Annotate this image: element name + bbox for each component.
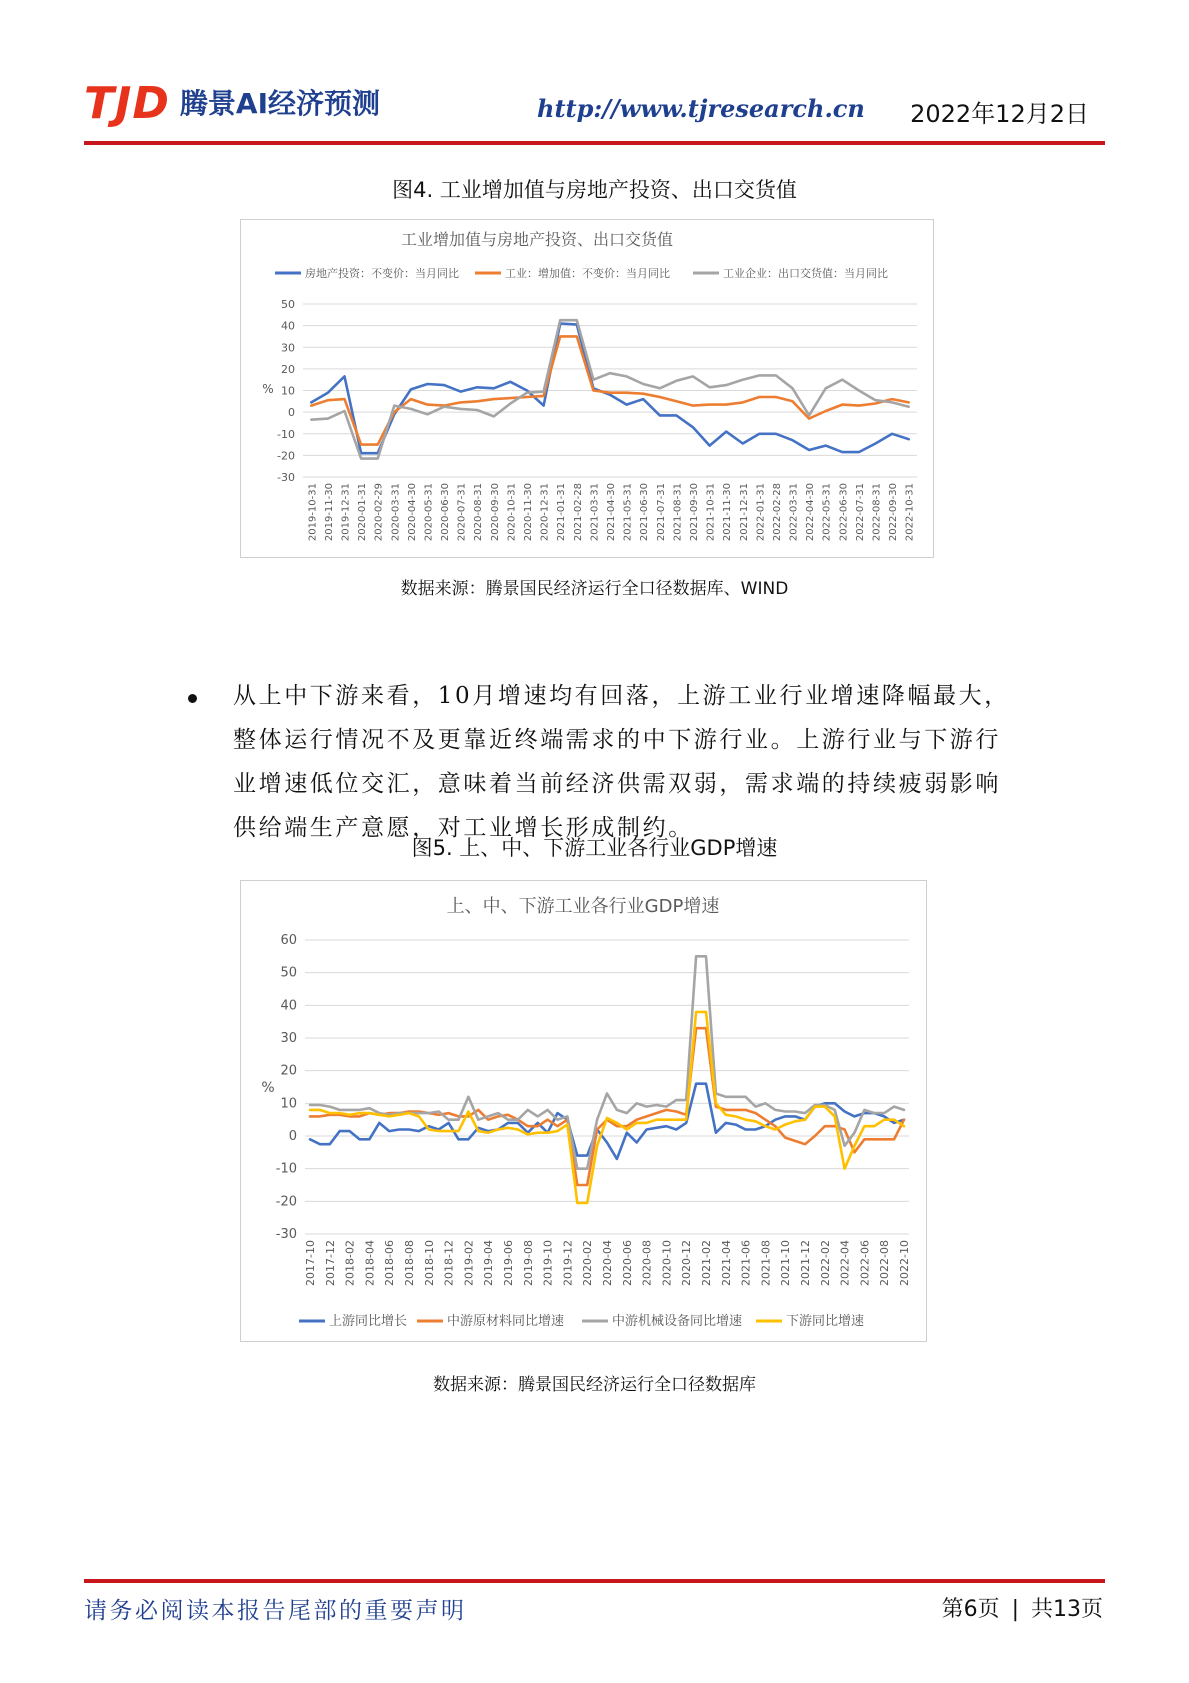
- paragraph-line: 业增速低位交汇，意味着当前经济供需双弱，需求端的持续疲弱影响: [233, 771, 1001, 797]
- x-tick-label: 2019-10-31: [307, 483, 319, 542]
- paragraph-line: 供给端生产意愿，对工业增长形成制约。: [233, 815, 694, 841]
- chart-title: 工业增加值与房地产投资、出口交货值: [400, 230, 674, 249]
- x-tick-label: 2021-02-28: [572, 483, 584, 542]
- footer-divider: [84, 1579, 1105, 1583]
- figure5-caption: 图5. 上、中、下游工业各行业GDP增速: [411, 836, 778, 860]
- x-tick-label: 2020-04: [601, 1240, 614, 1286]
- x-tick-label: 2022-02-28: [771, 483, 783, 542]
- x-tick-label: 2019-04: [482, 1240, 496, 1286]
- x-tick-label: 2021-05-31: [622, 483, 634, 542]
- x-tick-label: 2020-05-31: [423, 483, 435, 542]
- x-tick-label: 2022-10-31: [904, 483, 916, 542]
- x-tick-label: 2019-11-30: [323, 483, 335, 542]
- y-tick-label: 0: [288, 406, 295, 420]
- x-tick-label: 2020-08: [640, 1240, 654, 1286]
- x-tick-label: 2021-03-31: [589, 483, 601, 542]
- disclaimer-notice: 请务必阅读本报告尾部的重要声明: [84, 1598, 467, 1624]
- x-tick-label: 2021-08-31: [672, 483, 684, 542]
- x-tick-label: 2021-12-31: [738, 482, 750, 542]
- x-tick-label: 2020-02-29: [373, 483, 385, 542]
- x-tick-label: 2021-11-30: [722, 483, 734, 542]
- legend-label: 工业企业：出口交货值：当月同比: [723, 267, 888, 280]
- x-tick-label: 2018-12: [442, 1240, 456, 1286]
- x-tick-label: 2020-02: [581, 1240, 595, 1286]
- x-tick-label: 2020-04-30: [406, 483, 418, 542]
- figure4-caption: 图4. 工业增加值与房地产投资、出口交货值: [392, 178, 797, 202]
- x-tick-label: 2022-02: [818, 1240, 832, 1286]
- x-tick-label: 2022-08: [878, 1240, 892, 1286]
- y-tick-label: -30: [275, 1227, 297, 1242]
- brand-name: 腾景AI经济预测: [179, 87, 381, 120]
- figure5-source: 数据来源：腾景国民经济运行全口径数据库: [433, 1375, 756, 1395]
- x-tick-label: 2019-02: [462, 1240, 476, 1286]
- x-tick-label: 2018-06: [383, 1240, 397, 1286]
- x-tick-label: 2018-10: [422, 1240, 436, 1286]
- y-tick-label: 40: [280, 998, 297, 1014]
- x-tick-label: 2021-04: [719, 1240, 733, 1286]
- x-tick-label: 2020-06: [620, 1240, 634, 1286]
- x-tick-label: 2021-09-30: [688, 483, 700, 542]
- x-tick-label: 2021-06: [739, 1240, 753, 1286]
- x-tick-label: 2019-10: [541, 1240, 555, 1286]
- website-link[interactable]: http://www.tjresearch.cn: [537, 94, 865, 123]
- x-tick-label: 2021-04-30: [606, 483, 617, 542]
- brand-logo: [84, 78, 381, 129]
- x-tick-label: 2021-10: [779, 1240, 793, 1286]
- legend-label: 下游同比增速: [786, 1314, 865, 1329]
- x-tick-label: 2017-10: [303, 1240, 317, 1286]
- paragraph-line: 从上中下游来看，10月增速均有回落，上游工业行业增速降幅最大，: [233, 683, 1010, 709]
- x-tick-label: 2022-10: [898, 1240, 912, 1286]
- y-tick-label: 30: [281, 341, 295, 355]
- series-line: [311, 320, 908, 458]
- legend-label: 工业：增加值：不变价：当月同比: [505, 267, 670, 280]
- x-tick-label: 2020-01-31: [357, 483, 369, 542]
- y-tick-label: 40: [281, 319, 295, 333]
- paragraph-line: 整体运行情况不及更靠近终端需求的中下游行业。上游行业与下游行: [233, 727, 1001, 753]
- y-tick-label: 50: [280, 965, 297, 981]
- x-tick-label: 2018-02: [343, 1240, 357, 1286]
- x-tick-label: 2020-08-31: [473, 483, 485, 542]
- header-divider: [84, 141, 1105, 145]
- x-tick-label: 2020-10: [660, 1240, 674, 1286]
- x-tick-label: 2021-06-30: [639, 483, 651, 542]
- x-tick-label: 2021-07-31: [655, 483, 667, 542]
- report-date: 2022年12月2日: [910, 100, 1089, 128]
- bullet-point: [188, 694, 197, 703]
- x-tick-label: 2020-09-30: [489, 483, 501, 542]
- legend-label: 上游同比增长: [329, 1314, 408, 1329]
- x-tick-label: 2022-08-31: [871, 483, 883, 542]
- y-tick-label: -20: [277, 449, 295, 463]
- x-tick-label: 2022-01-31: [755, 483, 767, 542]
- x-tick-label: 2022-09-30: [888, 483, 900, 542]
- x-tick-label: 2019-06: [501, 1240, 515, 1286]
- figure5-chart: [241, 881, 926, 1341]
- x-tick-label: 2020-12: [680, 1240, 694, 1286]
- x-tick-label: 2021-02: [700, 1240, 714, 1286]
- page-number: 第6页: [941, 1597, 1000, 1622]
- x-tick-label: 2018-04: [363, 1240, 377, 1286]
- legend-label: 中游机械设备同比增速: [612, 1314, 743, 1329]
- y-tick-label: 0: [288, 1129, 297, 1144]
- y-tick-label: -10: [275, 1161, 297, 1177]
- figure5-chart-frame: [240, 880, 927, 1342]
- figure4-chart-frame: [240, 219, 934, 558]
- x-tick-label: 2020-12-31: [539, 483, 551, 542]
- y-tick-label: -10: [277, 427, 295, 441]
- figure4-source: 数据来源：腾景国民经济运行全口径数据库、WIND: [400, 579, 789, 599]
- x-tick-label: 2022-04-30: [805, 483, 817, 542]
- y-tick-label: -20: [275, 1194, 297, 1210]
- x-tick-label: 2022-03-31: [788, 483, 800, 542]
- y-axis-label: %: [261, 1080, 275, 1096]
- page-indicator: [942, 1592, 1103, 1623]
- x-tick-label: 2021-12: [799, 1240, 813, 1286]
- y-tick-label: 20: [280, 1063, 297, 1079]
- series-line: [310, 1012, 904, 1203]
- page-total: 共13页: [1031, 1597, 1103, 1622]
- y-tick-label: 30: [280, 1031, 297, 1046]
- y-tick-label: 20: [281, 362, 295, 376]
- x-tick-label: 2019-12: [561, 1240, 575, 1286]
- page-separator: |: [1011, 1597, 1019, 1622]
- x-tick-label: 2021-08: [759, 1240, 773, 1286]
- x-tick-label: 2022-06: [858, 1240, 872, 1286]
- y-axis-label: %: [262, 382, 274, 396]
- figure4-chart: [241, 220, 933, 557]
- y-tick-label: -30: [277, 471, 295, 484]
- x-tick-label: 2020-07-31: [456, 483, 468, 542]
- x-tick-label: 2022-05-31: [821, 483, 833, 542]
- x-tick-label: 2022-06-30: [838, 483, 850, 542]
- y-tick-label: 10: [280, 1096, 297, 1112]
- x-tick-label: 2017-12: [323, 1240, 337, 1286]
- y-tick-label: 60: [280, 933, 297, 948]
- x-tick-label: 2018-08: [402, 1240, 416, 1286]
- x-tick-label: 2022-07-31: [854, 483, 866, 542]
- y-tick-label: 50: [281, 298, 295, 311]
- x-tick-label: 2020-11-30: [523, 483, 535, 542]
- x-tick-label: 2020-03-31: [390, 483, 402, 542]
- logo-mark: TJD: [84, 78, 170, 129]
- x-tick-label: 2020-06-30: [440, 483, 452, 542]
- y-tick-label: 10: [281, 384, 295, 398]
- x-tick-label: 2022-04: [838, 1240, 852, 1286]
- x-tick-label: 2020-10-31: [506, 483, 518, 542]
- legend-label: 房地产投资：不变价：当月同比: [305, 267, 459, 280]
- x-tick-label: 2021-01-31: [556, 483, 568, 542]
- x-tick-label: 2019-12-31: [340, 483, 352, 542]
- chart-title: 上、中、下游工业各行业GDP增速: [446, 896, 720, 917]
- analysis-paragraph: [233, 674, 1033, 850]
- legend-label: 中游原材料同比增速: [447, 1314, 565, 1329]
- x-tick-label: 2019-08: [521, 1240, 535, 1286]
- x-tick-label: 2021-10-31: [705, 483, 717, 542]
